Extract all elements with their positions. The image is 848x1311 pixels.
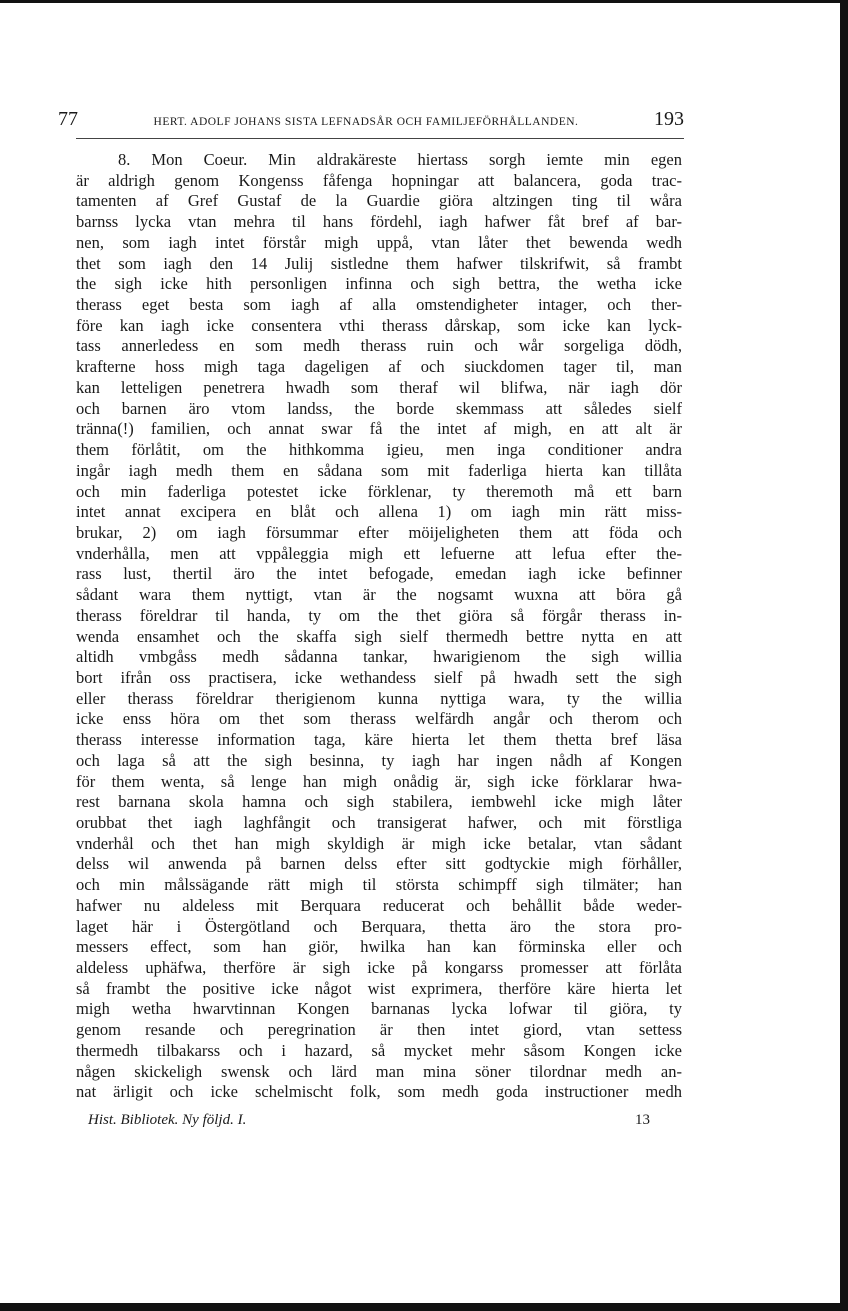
text-line: barnss lycka vtan mehra til hans fördehl, iagh hafwer fåt bref af bar- bbox=[76, 212, 682, 232]
header-title: HERT. ADOLF JOHANS SISTA LEFNADSÅR OCH FAMILJEFÖRHÅLLANDEN. bbox=[153, 116, 579, 128]
text-line: rass lust, thertil äro the intet befogade, emedan iagh icke befinner bbox=[76, 564, 682, 584]
text-line: laget här i Östergötland och Berquara, thetta äro the stora pro- bbox=[76, 916, 682, 936]
text-line: är aldrigh genom Kongenss fåfenga hopningar att balancera, goda trac- bbox=[76, 170, 682, 190]
footer-signature: Hist. Bibliotek. Ny följd. I. bbox=[88, 1112, 247, 1128]
text-line: och laga så att the sigh besinna, ty iagh har ingen nådh af Kongen bbox=[76, 750, 682, 770]
text-line: therass föreldrar til handa, ty om the thet giöra så förgår therass in- bbox=[76, 605, 682, 625]
text-line: kan letteligen penetrera hwadh som theraf wil blifwa, när iagh dör bbox=[76, 377, 682, 397]
text-line: och min faderliga potestet icke förklenar, ty theremoth må ett barn bbox=[76, 481, 682, 501]
text-line: tränna(!) familien, och annat swar få the intet af migh, en att alt är bbox=[76, 419, 682, 439]
text-line: och min målssägande rätt migh til största schimpff sigh tilmäter; han bbox=[76, 875, 682, 895]
scan-edge-bottom bbox=[0, 1303, 848, 1311]
text-line: orubbat thet iagh laghfångit och transigerat hafwer, och mit förstliga bbox=[76, 813, 682, 832]
text-line: intet annat excipera en blåt och allena 1) om iagh min rätt miss- bbox=[76, 502, 682, 522]
header-left-number: 77 bbox=[58, 108, 78, 130]
text-line: genom resande och peregrination är then intet giord, vtan settess bbox=[76, 1020, 682, 1040]
header-rule bbox=[76, 138, 684, 139]
text-line: the sigh icke hith personligen infinna och sigh bettra, the wetha icke bbox=[76, 274, 682, 294]
text-line: tamenten af Gref Gustaf de la Guardie giöra altzingen ting til wåra bbox=[76, 191, 682, 211]
page-number: 193 bbox=[654, 108, 684, 130]
running-header bbox=[58, 108, 684, 134]
text-line: icke enss höra om thet som therass welfärdh angår och therom och bbox=[76, 709, 682, 729]
text-line: altidh vmbgåss medh sådanna tankar, hwarigienom the sigh willia bbox=[76, 647, 682, 667]
sheet-number: 13 bbox=[635, 1112, 650, 1128]
text-line: nen, som iagh intet förstår migh uppå, vtan låter thet bewenda wedh bbox=[76, 232, 682, 252]
text-line: thet som iagh den 14 Julij sistledne them hafwer tilskrifwit, så frambt bbox=[76, 253, 682, 273]
text-line: någen skickeligh swensk och lärd man mina söner tilordnar medh an- bbox=[76, 1061, 682, 1081]
scan-edge-top bbox=[0, 0, 848, 3]
text-line: före kan iagh icke consentera vthi therass dårskap, som icke kan lyck- bbox=[76, 315, 682, 335]
text-line: therass eget besta som iagh af alla omstendigheter intager, och ther- bbox=[76, 295, 682, 315]
text-line: brukar, 2) om iagh försummar efter möijeligheten them att föda och bbox=[76, 522, 682, 542]
text-line: sådant wara them nyttigt, vtan är the nogsamt wuxna att böra gå bbox=[76, 585, 682, 605]
letter-body bbox=[76, 150, 682, 1103]
text-line: them förlåtit, om the hithkomma igieu, men inga conditioner andra bbox=[76, 440, 682, 460]
text-line: 8. Mon Coeur. Min aldrakäreste hiertass sorgh iemte min egen bbox=[118, 150, 682, 169]
text-line: hafwer nu aldeless mit Berquara reducerat och behållit både weder- bbox=[76, 895, 682, 915]
text-line: nat ärligit och icke schelmischt folk, som medh goda instructioner medh bbox=[76, 1082, 682, 1102]
text-line: messers effect, som han giör, hwilka han kan förminska eller och bbox=[76, 937, 682, 957]
text-line: och barnen äro vtom landss, the borde skemmass att således sielf bbox=[76, 398, 682, 418]
text-line: ingår iagh medh them en sådana som mit faderliga hierta kan tillåta bbox=[76, 460, 682, 480]
text-line: för them wenta, så lenge han migh onådig är, sigh icke förklarar hwa- bbox=[76, 771, 682, 791]
page-footer bbox=[76, 1112, 650, 1134]
text-line: vnderhålla, men att vppåleggia migh ett lefuerne att lefua efter the- bbox=[76, 543, 682, 563]
text-line: wenda ensamhet och the skaffa sigh sielf thermedh bettre nytta en att bbox=[76, 626, 682, 646]
text-line: rest barnana skola hamna och sigh stabilera, iembwehl icke migh låter bbox=[76, 792, 682, 812]
text-line: aldeless uphäfwa, therföre är sigh icke på kongarss promesser att förlåta bbox=[76, 958, 682, 978]
text-line: delss wil anwenda på barnen delss efter sitt godtyckie migh förhåller, bbox=[76, 854, 682, 874]
text-line: bort ifrån oss practisera, icke wethandess sielf på hwadh sett the sigh bbox=[76, 667, 682, 687]
text-line: eller therass föreldrar therigienom kunna nyttiga wara, ty the willia bbox=[76, 688, 682, 708]
text-line: tass annerledess en som medh therass ruin och wår sorgeliga dödh, bbox=[76, 336, 682, 356]
text-line: krafterne hoss migh taga dageligen af och siuckdomen tager til, man bbox=[76, 357, 682, 377]
scan-edge-right bbox=[840, 0, 848, 1311]
text-line: therass interesse information taga, käre hierta let them thetta bref läsa bbox=[76, 730, 682, 750]
text-line: migh wetha hwarvtinnan Kongen barnanas lycka lofwar til giöra, ty bbox=[76, 999, 682, 1019]
text-line: thermedh tilbakarss och i hazard, så mycket mehr såsom Kongen icke bbox=[76, 1040, 682, 1060]
text-line: vnderhål och thet han migh skyldigh är migh icke betalar, vtan sådant bbox=[76, 833, 682, 853]
text-line: så frambt the positive icke något wist exprimera, therföre käre hierta let bbox=[76, 978, 682, 998]
